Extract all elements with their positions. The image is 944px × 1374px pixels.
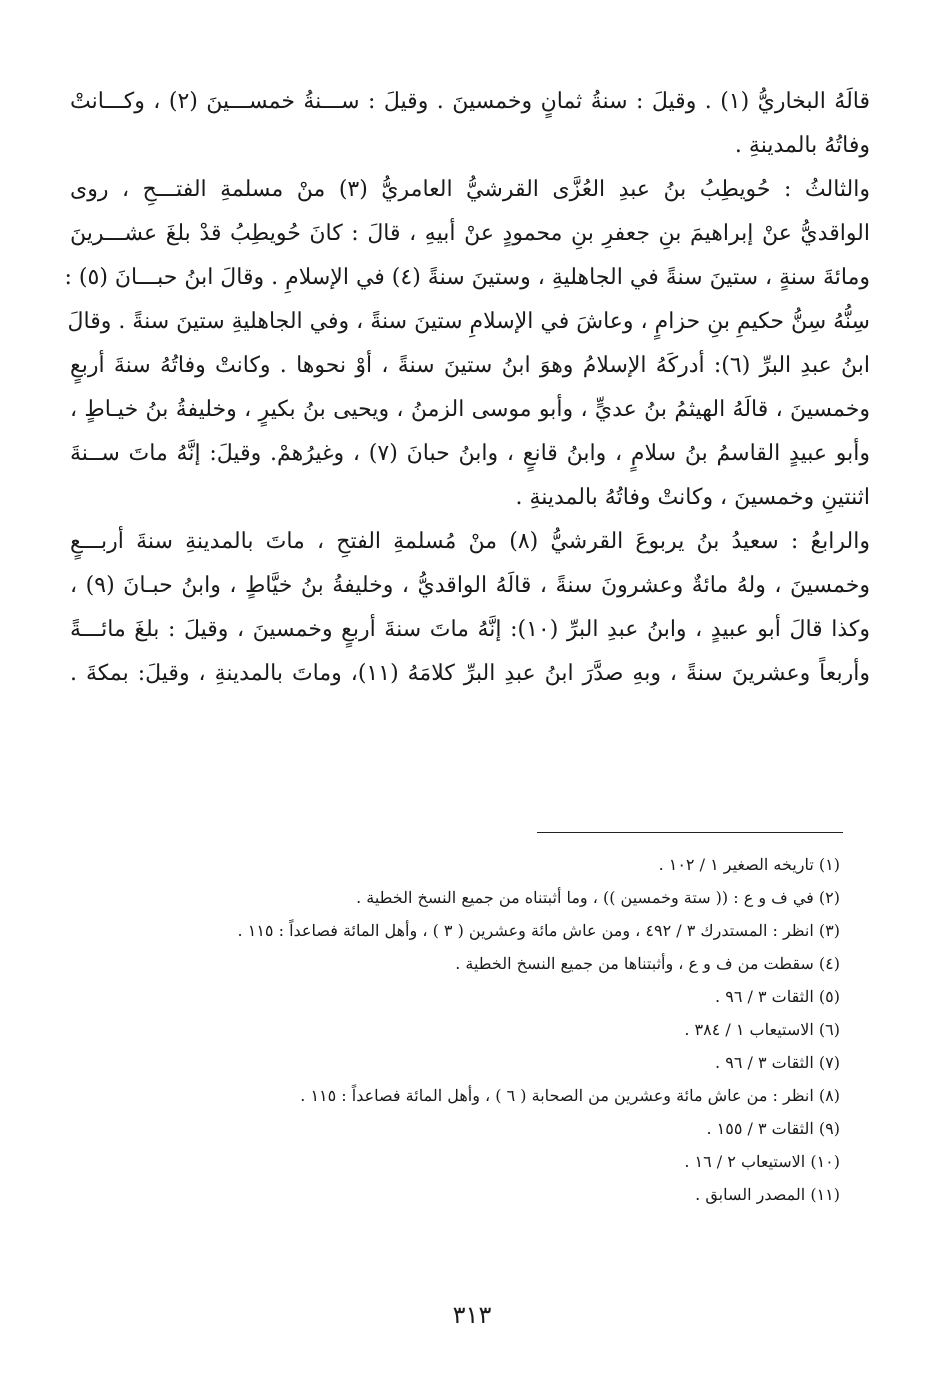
text-line: ومائةَ سنةٍ ، ستينَ سنةً في الجاهليةِ ، وستينَ سنةً (٤) في الإسلامِ . وقالَ ابنُ حبـــانَ (٥) : xyxy=(64,265,870,290)
text-line: وكذا قالَ أبو عبيدٍ ، وابنُ عبدِ البرِّ (١٠): إنَّهُ ماتَ سنةَ أربعٍ وخمسينَ ، وقيلَ : بلغَ مائـــةً xyxy=(70,617,871,642)
text-line: ابنُ عبدِ البرِّ (٦): أدركَهُ الإسلامُ وهوَ ابنُ ستينَ سنةً ، أوْ نحوها . وكانتْ وفاتُهُ سنةَ أربعٍ xyxy=(70,353,870,378)
main-text-block xyxy=(64,80,871,696)
footnote: (٥) الثقات ٣ / ٩٦ . xyxy=(715,987,840,1006)
text-line: وأبو عبيدٍ القاسمُ بنُ سلامٍ ، وابنُ قانعٍ ، وابنُ حبانَ (٧) ، وغيرُهمْ. وقيلَ: إنَّهُ ماتَ ســنةَ xyxy=(70,441,871,466)
text-line: والثالثُ : حُويطِبُ بنُ عبدِ العُزَّى القرشيُّ العامريُّ (٣) منْ مسلمةِ الفتـــحِ ، روى xyxy=(70,177,870,202)
footnote: (١) تاريخه الصغير ١ / ١٠٢ . xyxy=(658,855,840,874)
footnote: (٧) الثقات ٣ / ٩٦ . xyxy=(715,1053,840,1072)
footnote: (١٠) الاستيعاب ٢ / ١٦ . xyxy=(684,1152,840,1171)
text-line: وخمسينَ ، قالَهُ الهيثمُ بنُ عديٍّ ، وأبو موسى الزمنُ ، ويحيى بنُ بكيرٍ ، وخليفةُ بنُ خيـاطٍ ، xyxy=(70,397,870,422)
footnote: (٩) الثقات ٣ / ١٥٥ . xyxy=(706,1119,840,1138)
text-line: وأربعاً وعشرينَ سنةً ، وبهِ صدَّرَ ابنُ عبدِ البرِّ كلامَهُ (١١)، وماتَ بالمدينةِ ، وقيلَ: بمكةَ . xyxy=(70,661,870,686)
footnote: (٨) انظر : من عاش مائة وعشرين من الصحابة ( ٦ ) ، وأهل المائة فصاعداً : ١١٥ . xyxy=(300,1086,840,1105)
text-line: سِنُّهُ سِنُّ حكيمِ بنِ حزامٍ ، وعاشَ في الإسلامِ ستينَ سنةً ، وفي الجاهليةِ ستينَ سنةً . وقالَ xyxy=(67,309,870,334)
text-line: الواقديُّ عنْ إبراهيمَ بنِ جعفرِ بنِ محمودٍ عنْ أبيهِ ، قالَ : كانَ حُويطِبُ قدْ بلغَ عشـــرينَ xyxy=(70,221,870,246)
footnote: (٣) انظر : المستدرك ٣ / ٤٩٢ ، ومن عاش مائة وعشرين ( ٣ ) ، وأهل المائة فصاعداً : ١١٥ . xyxy=(237,921,840,940)
text-line: وخمسينَ ، ولهُ مائةٌ وعشرونَ سنةً ، قالَهُ الواقديُّ ، وخليفةُ بنُ خيَّاطٍ ، وابنُ حبـانَ (٩) ، xyxy=(70,573,870,598)
footnote-divider xyxy=(537,832,843,833)
page-number: ٣١٣ xyxy=(452,1301,492,1329)
footnote: (٦) الاستيعاب ١ / ٣٨٤ . xyxy=(684,1020,840,1039)
footnotes-block xyxy=(150,848,840,1211)
footnote: (١١) المصدر السابق . xyxy=(695,1185,840,1204)
footnote: (٤) سقطت من ف و ع ، وأثبتناها من جميع النسخ الخطية . xyxy=(455,954,840,973)
text-line: والرابعُ : سعيدُ بنُ يربوعَ القرشيُّ (٨) منْ مُسلمةِ الفتحِ ، ماتَ بالمدينةِ سنةَ أربـــعٍ xyxy=(70,529,871,554)
text-line: قالَهُ البخاريُّ (١) . وقيلَ : سنةُ ثمانٍ وخمسينَ . وقيلَ : ســـنةُ خمســـينَ (٢) ، وكـــانتْ xyxy=(70,89,870,114)
text-line: وفاتُهُ بالمدينةِ . xyxy=(734,133,870,158)
footnote: (٢) في ف و ع : (( ستة وخمسين )) ، وما أثبتناه من جميع النسخ الخطية . xyxy=(356,888,840,907)
text-line: اثنتينِ وخمسينَ ، وكانتْ وفاتُهُ بالمدينةِ . xyxy=(515,485,870,510)
